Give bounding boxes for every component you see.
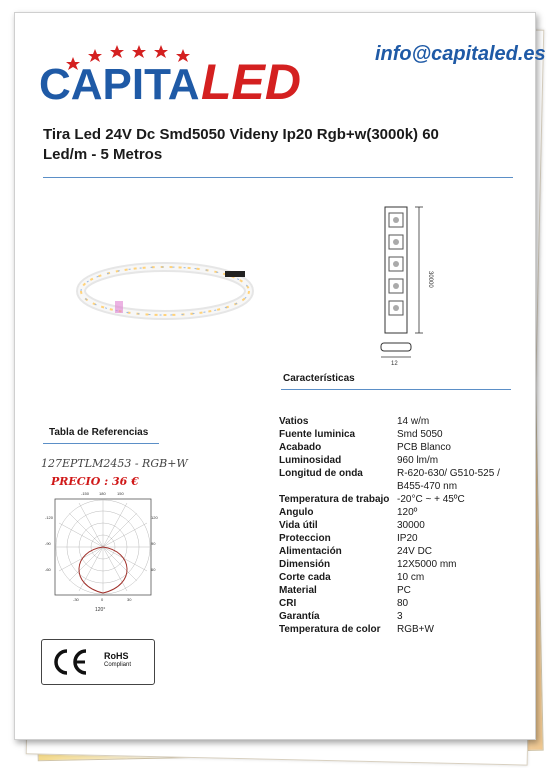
spec-row <box>279 610 529 623</box>
spec-value: 24V DC <box>397 546 433 557</box>
logo-led: LED <box>201 54 301 110</box>
polar-label-bottom-center: 0 <box>101 597 104 602</box>
spec-key: Temperatura de color <box>279 624 381 635</box>
polar-label-right-2: 90 <box>151 541 156 546</box>
spec-key: Proteccion <box>279 533 331 544</box>
polar-label-bottom-left: -30 <box>73 597 79 602</box>
spec-row <box>279 558 529 571</box>
ce-mark-icon <box>50 645 90 679</box>
beam-angle-label: 120° <box>95 607 106 613</box>
spec-value: RGB+W <box>397 624 434 635</box>
references-divider <box>43 443 159 444</box>
spec-value: 3 <box>397 611 403 622</box>
spec-row <box>279 623 529 636</box>
strip-technical-drawing <box>375 201 455 371</box>
spec-value: 120º <box>397 507 418 518</box>
spec-row <box>279 441 529 454</box>
spec-value: Smd 5050 <box>397 429 443 440</box>
spec-value: R-620-630/ G510-525 / B455-470 nm <box>397 468 500 492</box>
rohs-compliant-label: Compliant <box>104 662 132 668</box>
spec-key: Fuente luminica <box>279 429 356 440</box>
spec-key: Longitud de onda <box>279 468 363 479</box>
title-divider <box>43 177 513 178</box>
spec-key: Garantía <box>279 611 320 622</box>
product-title-line1: Tira Led 24V Dc Smd5050 Videny Ip20 Rgb+w(3000k) 60 <box>43 126 439 143</box>
product-sheet <box>14 12 546 740</box>
characteristics-heading: Características <box>283 373 355 384</box>
spec-row <box>279 415 529 428</box>
polar-label-top-left: -150 <box>81 491 90 496</box>
spec-row <box>279 493 529 506</box>
spec-row <box>279 506 529 519</box>
spec-key: Material <box>279 585 317 596</box>
spec-row <box>279 584 529 597</box>
spec-row <box>279 545 529 558</box>
polar-label-bottom-right: 30 <box>127 597 132 602</box>
spec-key: Angulo <box>279 507 314 518</box>
polar-label-top-right: 150 <box>117 491 124 496</box>
spec-key: Alimentación <box>279 546 342 557</box>
polar-label-left-1: -120 <box>45 515 54 520</box>
polar-label-left-2: -90 <box>45 541 51 546</box>
spec-row <box>279 532 529 545</box>
light-distribution-diagram <box>43 489 163 615</box>
certification-badge <box>41 639 155 685</box>
spec-row <box>279 571 529 584</box>
width-dimension-label: 12 <box>391 361 398 367</box>
spec-value: 10 cm <box>397 572 425 583</box>
rohs-mark <box>104 652 131 670</box>
spec-row <box>279 454 529 467</box>
led-strip-image <box>75 251 255 331</box>
references-heading: Tabla de Referencias <box>49 427 149 438</box>
polar-label-right-3: 60 <box>151 567 156 572</box>
polar-label-left-3: -60 <box>45 567 51 572</box>
polar-label-right-1: 120 <box>151 515 158 520</box>
spec-value: -20°C ~ + 45ºC <box>397 494 465 505</box>
product-title-line2: Led/m - 5 Metros <box>43 146 163 163</box>
product-title <box>43 125 503 165</box>
spec-value: PCB Blanco <box>397 442 451 453</box>
polar-label-top-center: 180 <box>99 491 106 496</box>
spec-key: Corte cada <box>279 572 331 583</box>
spec-value: 12X5000 mm <box>397 559 457 570</box>
product-price: PRECIO : 36 € <box>51 475 139 488</box>
spec-row <box>279 519 529 532</box>
rohs-label: RoHS <box>104 651 129 661</box>
spec-key: Temperatura de trabajo <box>279 494 390 505</box>
spec-key: Luminosidad <box>279 455 342 466</box>
spec-value: 14 w/m <box>397 416 430 427</box>
spec-key: Dimensión <box>279 559 331 570</box>
spec-value: IP20 <box>397 533 418 544</box>
length-dimension-label: 30000 <box>427 271 433 288</box>
specifications-table <box>279 415 529 636</box>
spec-value: PC <box>397 585 411 596</box>
spec-row <box>279 428 529 441</box>
spec-key: CRI <box>279 598 297 609</box>
spec-key: Vida útil <box>279 520 318 531</box>
spec-key: Acabado <box>279 442 322 453</box>
spec-value: 960 lm/m <box>397 455 439 466</box>
spec-key: Vatios <box>279 416 309 427</box>
spec-value: 30000 <box>397 520 425 531</box>
product-reference-code: 127EPTLM2453 - RGB+W <box>41 457 188 470</box>
logo-capita: CAPITA <box>39 60 200 109</box>
spec-row <box>279 467 529 493</box>
email-link[interactable]: info@capitaled.es <box>375 43 546 65</box>
spec-row <box>279 597 529 610</box>
spec-value: 80 <box>397 598 409 609</box>
characteristics-divider <box>281 389 511 390</box>
capitaled-logo <box>33 35 333 113</box>
